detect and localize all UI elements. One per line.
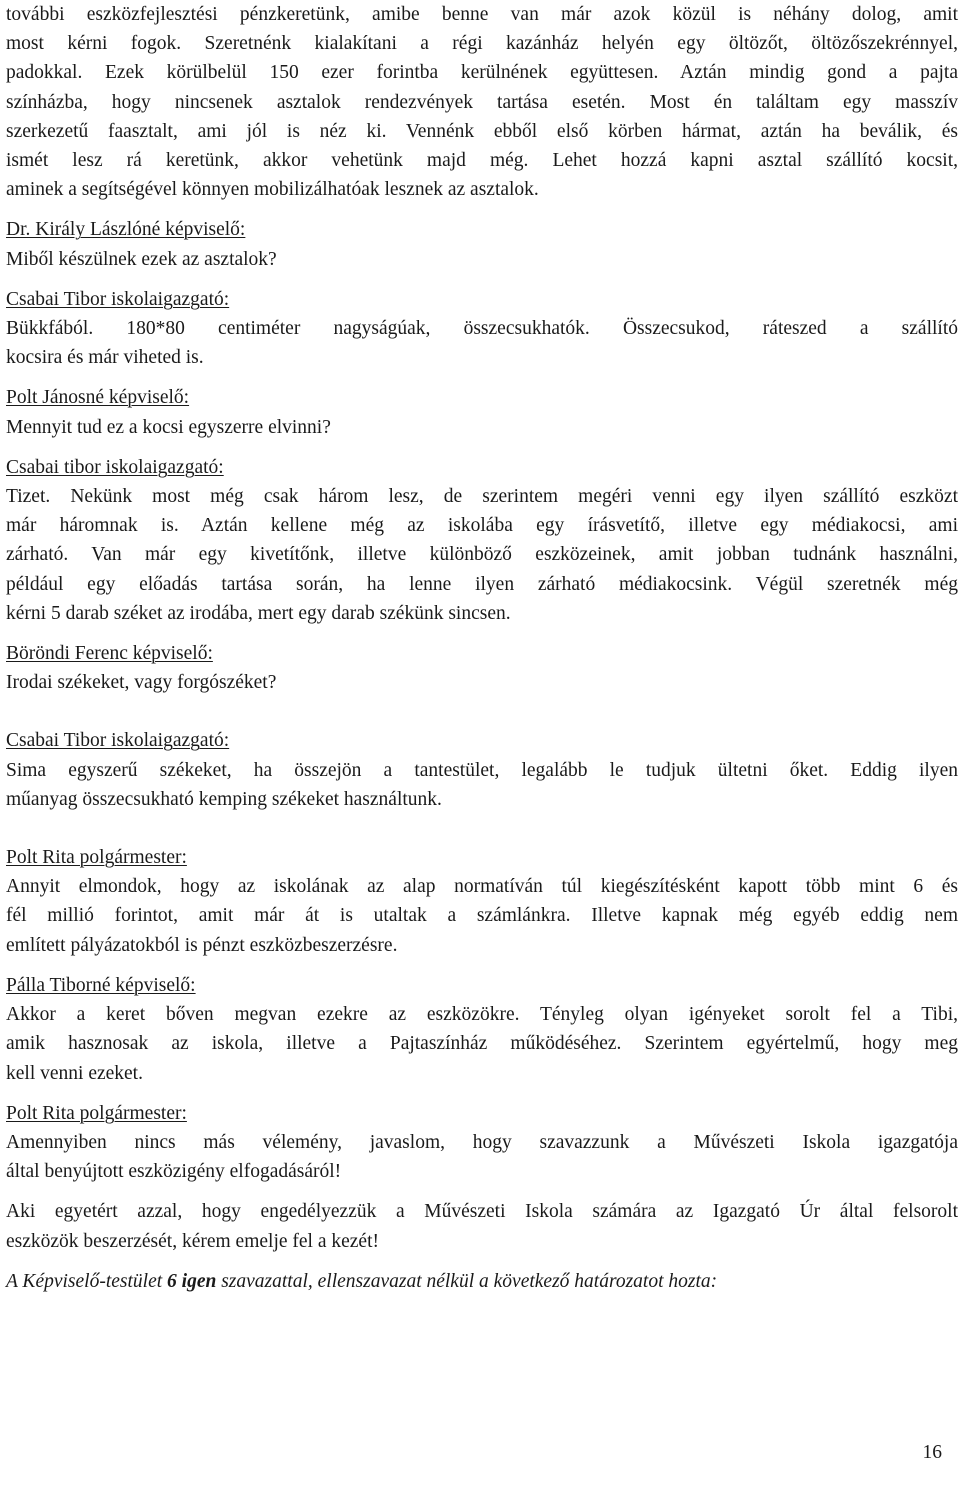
text-line: kérni 5 darab széket az irodába, mert egy darab székünk sincsen.: [6, 602, 511, 624]
decision-text-before: A Képviselő-testület: [6, 1270, 168, 1292]
text-line: színházba, hogy nincsenek asztalok rendezvények tartása esetén. Most én találtam egy masszív: [6, 91, 958, 113]
speech-paragraph: [6, 1128, 958, 1186]
text-line: szerkezetű faasztalt, ami jól is néz ki. Vennénk ebből első körben hármat, aztán ha beválik, és: [6, 120, 958, 142]
text-line: Aki egyetért azzal, hogy engedélyezzük a Művészeti Iskola számára az Igazgató Úr által felsorolt: [6, 1201, 958, 1223]
text-line: további eszközfejlesztési pénzkeretünk, amibe benne van már azok közül is néhány dolog, amit: [6, 4, 958, 25]
decision-statement: [6, 1267, 958, 1296]
page-number: 16: [922, 1442, 942, 1463]
speaker-name: Polt Jánosné képviselő:: [6, 387, 190, 409]
text-line: által benyújtott eszközigény elfogadásáról!: [6, 1161, 342, 1183]
text-line: Amennyiben nincs más vélemény, javaslom, hogy szavazzunk a Művészeti Iskola igazgatója: [6, 1131, 958, 1153]
text-line: padokkal. Ezek körülbelül 150 ezer forintba kerülnének együttesen. Aztán mindig gond a pajta: [6, 62, 958, 84]
speaker-name: Böröndi Ferenc képviselő:: [6, 643, 213, 665]
text-line: zárható. Van már egy kivetítőnk, illetve különböző eszközeinek, amit jobban tudnánk használni,: [6, 544, 958, 566]
speech-paragraph: [6, 1197, 958, 1255]
text-line: műanyag összecsukható kemping székeket használtunk.: [6, 788, 442, 810]
speech-paragraph: [6, 1000, 958, 1088]
speaker-name: Dr. Király Lászlóné képviselő:: [6, 219, 246, 241]
text-line: Sima egyszerű székeket, ha összejön a tantestület, legalább le tudjuk ültetni őket. Eddig ilyen: [6, 759, 958, 781]
text-line: Bükkfából. 180*80 centiméter nagyságúak, összecsukhatók. Összecsukod, ráteszed a szállító: [6, 318, 958, 340]
text-line: eszközök beszerzését, kérem emelje fel a kezét!: [6, 1230, 379, 1252]
speaker-name: Csabai Tibor iskolaigazgató:: [6, 288, 230, 310]
text-line: Mennyit tud ez a kocsi egyszerre elvinni?: [6, 416, 331, 438]
text-line: Akkor a keret bőven megvan ezekre az eszközökre. Tényleg olyan igényeket sorolt fel a Tibi,: [6, 1004, 958, 1026]
text-line: említett pályázatokból is pénzt eszközbeszerzésre.: [6, 934, 398, 956]
speaker-name: Polt Rita polgármester:: [6, 847, 187, 869]
text-line: most kérni fogok. Szeretnénk kialakítani a régi kazánház helyén egy öltözőt, öltözőszekrénnyel,: [6, 33, 958, 55]
text-line: amik hasznosak az iskola, illetve a Pajtaszínház működéséhez. Szerintem egyértelmű, hogy meg: [6, 1033, 958, 1055]
text-line: Annyit elmondok, hogy az iskolának az alap normatíván túl kiegészítésként kapott több mint 6 és: [6, 876, 958, 898]
intro-paragraph: [6, 0, 958, 204]
text-line: például egy előadás tartása során, ha lenne ilyen zárható médiakocsink. Végül szeretnék még: [6, 573, 958, 595]
speech-paragraph: [6, 413, 958, 442]
speaker-name: Polt Rita polgármester:: [6, 1102, 187, 1124]
speech-paragraph: [6, 314, 958, 372]
text-line: aminek a segítségével könnyen mobilizálhatóak lesznek az asztalok.: [6, 179, 539, 201]
speech-paragraph: [6, 245, 958, 274]
text-line: Irodai székeket, vagy forgószéket?: [6, 672, 277, 694]
text-line: Tizet. Nekünk most még csak három lesz, de szerintem megéri venni egy ilyen szállító eszközt: [6, 486, 958, 508]
speaker-name: Csabai tibor iskolaigazgató:: [6, 456, 224, 478]
speaker-name: Csabai Tibor iskolaigazgató:: [6, 730, 230, 752]
text-line: kocsira és már viheted is.: [6, 347, 204, 369]
document-page: [6, 0, 958, 1296]
speech-paragraph: [6, 482, 958, 628]
text-line: már háromnak is. Aztán kellene még az iskolába egy írásvetítő, illetve egy médiakocsi, ami: [6, 515, 958, 537]
speaker-name: Pálla Tiborné képviselő:: [6, 974, 196, 996]
speech-paragraph: [6, 872, 958, 960]
vote-count: 6 igen: [167, 1270, 217, 1292]
text-line: ismét lesz rá keretünk, akkor vehetünk majd még. Lehet hozzá kapni asztal szállító kocsit,: [6, 150, 958, 172]
text-line: fél millió forintot, amit már át is utaltak a számlánkra. Illetve kapnak még egyéb eddig nem: [6, 905, 958, 927]
decision-text-after: szavazattal, ellenszavazat nélkül a következő határozatot hozta:: [216, 1270, 718, 1292]
text-line: Miből készülnek ezek az asztalok?: [6, 248, 277, 270]
speech-paragraph: [6, 668, 958, 697]
speech-paragraph: [6, 756, 958, 814]
text-line: kell venni ezeket.: [6, 1062, 143, 1084]
